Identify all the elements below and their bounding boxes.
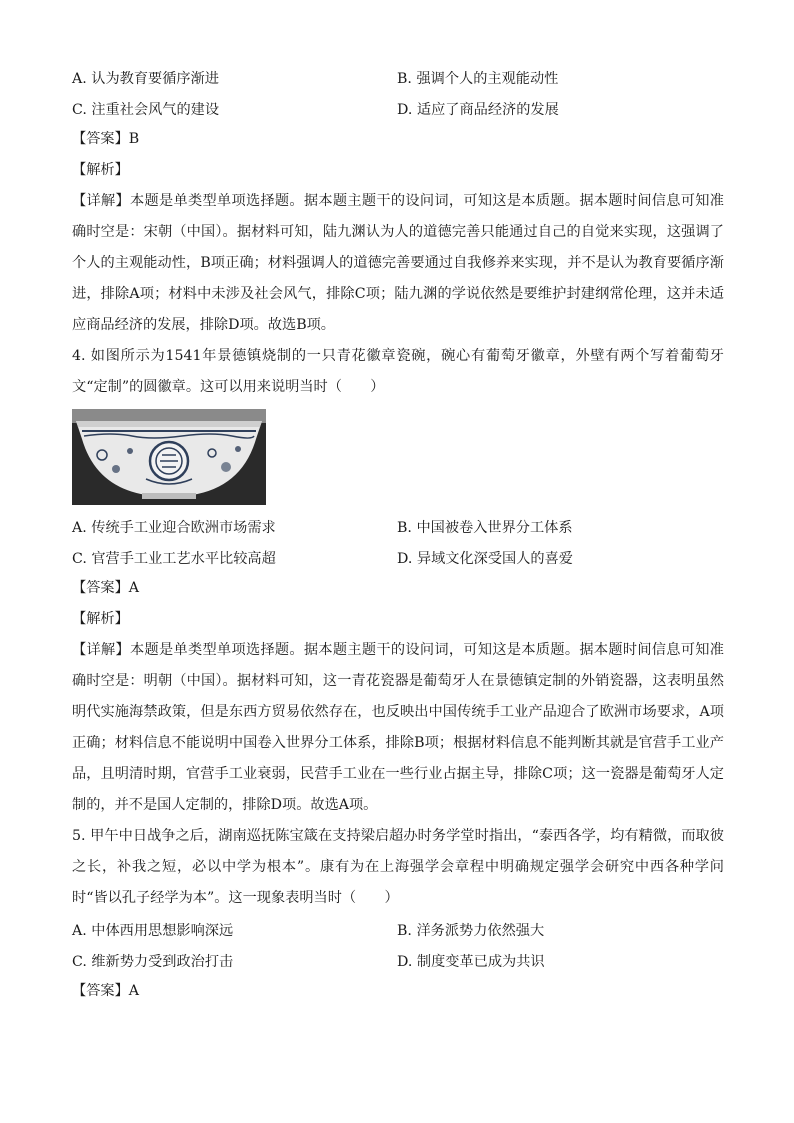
q3-answer-label: 【答案】: [72, 131, 129, 147]
q3-detail-label: 【详解】: [72, 193, 130, 209]
porcelain-bowl-image: [72, 409, 266, 505]
q3-answer: [72, 124, 724, 155]
q4-option-b: B. 中国被卷入世界分工体系: [397, 519, 573, 536]
q3-options-row-2: [72, 93, 724, 124]
q3-detail: [72, 186, 724, 341]
q4-answer-value: A: [128, 580, 140, 596]
q3-option-c: C. 注重社会风气的建设: [72, 101, 220, 118]
q4-option-c: C. 官营手工业工艺水平比较高超: [72, 550, 276, 567]
q4-options-row-1: [72, 511, 724, 542]
q4-answer: [72, 573, 724, 604]
q4-detail-label: 【详解】: [72, 642, 130, 658]
q5-options-row-2: [72, 945, 724, 976]
q5-answer: [72, 976, 724, 1007]
q5-options-row-1: [72, 914, 724, 945]
q4-detail-text: 本题是单类型单项选择题。据本题主题干的设问词，可知这是本质题。据本题时间信息可知准确时空是：明朝（中国）。据材料可知，这一青花瓷器是葡萄牙人在景德镇定制的外销瓷器，这表明虽然明代实施海禁政策，但是东西方贸易依然存在，也反映出中国传统手工业产品迎合了欧洲市场要求，A项正确；材料信息不能说明中国卷入世界分工体系，排除B项；根据材料信息不能判断其就是官营手工业产品，且明清时期，官营手工业衰弱，民营手工业在一些行业占据主导，排除C项；这一瓷器是葡萄牙人定制的，并不是国人定制的，排除D项。故选A项。: [72, 642, 724, 813]
q5-answer-label: 【答案】: [72, 983, 129, 999]
q4-answer-label: 【答案】: [72, 580, 129, 596]
q3-answer-value: B: [128, 131, 140, 147]
q5-option-b: B. 洋务派势力依然强大: [397, 922, 545, 939]
q4-stem: 4. 如图所示为1541年景德镇烧制的一只青花徽章瓷碗，碗心有葡萄牙徽章，外壁有两个写着葡萄牙文“定制”的圆徽章。这可以用来说明当时（ ）: [72, 348, 724, 395]
q4-options-row-2: [72, 542, 724, 573]
q4-figure: [72, 403, 724, 511]
document-page: [72, 62, 724, 1007]
q4-option-a: A. 传统手工业迎合欧洲市场需求: [72, 519, 276, 536]
q3-option-d: D. 适应了商品经济的发展: [397, 101, 559, 118]
q4-option-d: D. 异域文化深受国人的喜爱: [397, 550, 573, 567]
q3-analysis-label: 【解析】: [72, 162, 129, 178]
q5-answer-value: A: [128, 983, 140, 999]
q3-option-a: A. 认为教育要循序渐进: [72, 70, 219, 87]
q5-option-d: D. 制度变革已成为共识: [397, 953, 545, 970]
q4-analysis-label: 【解析】: [72, 611, 129, 627]
q4-detail: [72, 635, 724, 821]
q5-option-a: A. 中体西用思想影响深远: [72, 922, 234, 939]
q3-options-row-1: [72, 62, 724, 93]
q5-stem: 5. 甲午中日战争之后，湖南巡抚陈宝箴在支持梁启超办时务学堂时指出，“泰西各学，均有精微，而取彼之长，补我之短，必以中学为根本”。康有为在上海强学会章程中明确规定强学会研究中西各种学问时“皆以孔子经学为本”。这一现象表明当时（ ）: [72, 828, 724, 906]
q3-option-b: B. 强调个人的主观能动性: [397, 70, 559, 87]
q5-option-c: C. 维新势力受到政治打击: [72, 953, 234, 970]
q3-detail-text: 本题是单类型单项选择题。据本题主题干的设问词，可知这是本质题。据本题时间信息可知准确时空是：宋朝（中国）。据材料可知，陆九渊认为人的道德完善只能通过自己的自觉来实现，这强调了个人的主观能动性，B项正确；材料强调人的道德完善要通过自我修养来实现，并不是认为教育要循序渐进，排除A项；材料中未涉及社会风气，排除C项；陆九渊的学说依然是要维护封建纲常伦理，这并未适应商品经济的发展，排除D项。故选B项。: [72, 193, 724, 333]
